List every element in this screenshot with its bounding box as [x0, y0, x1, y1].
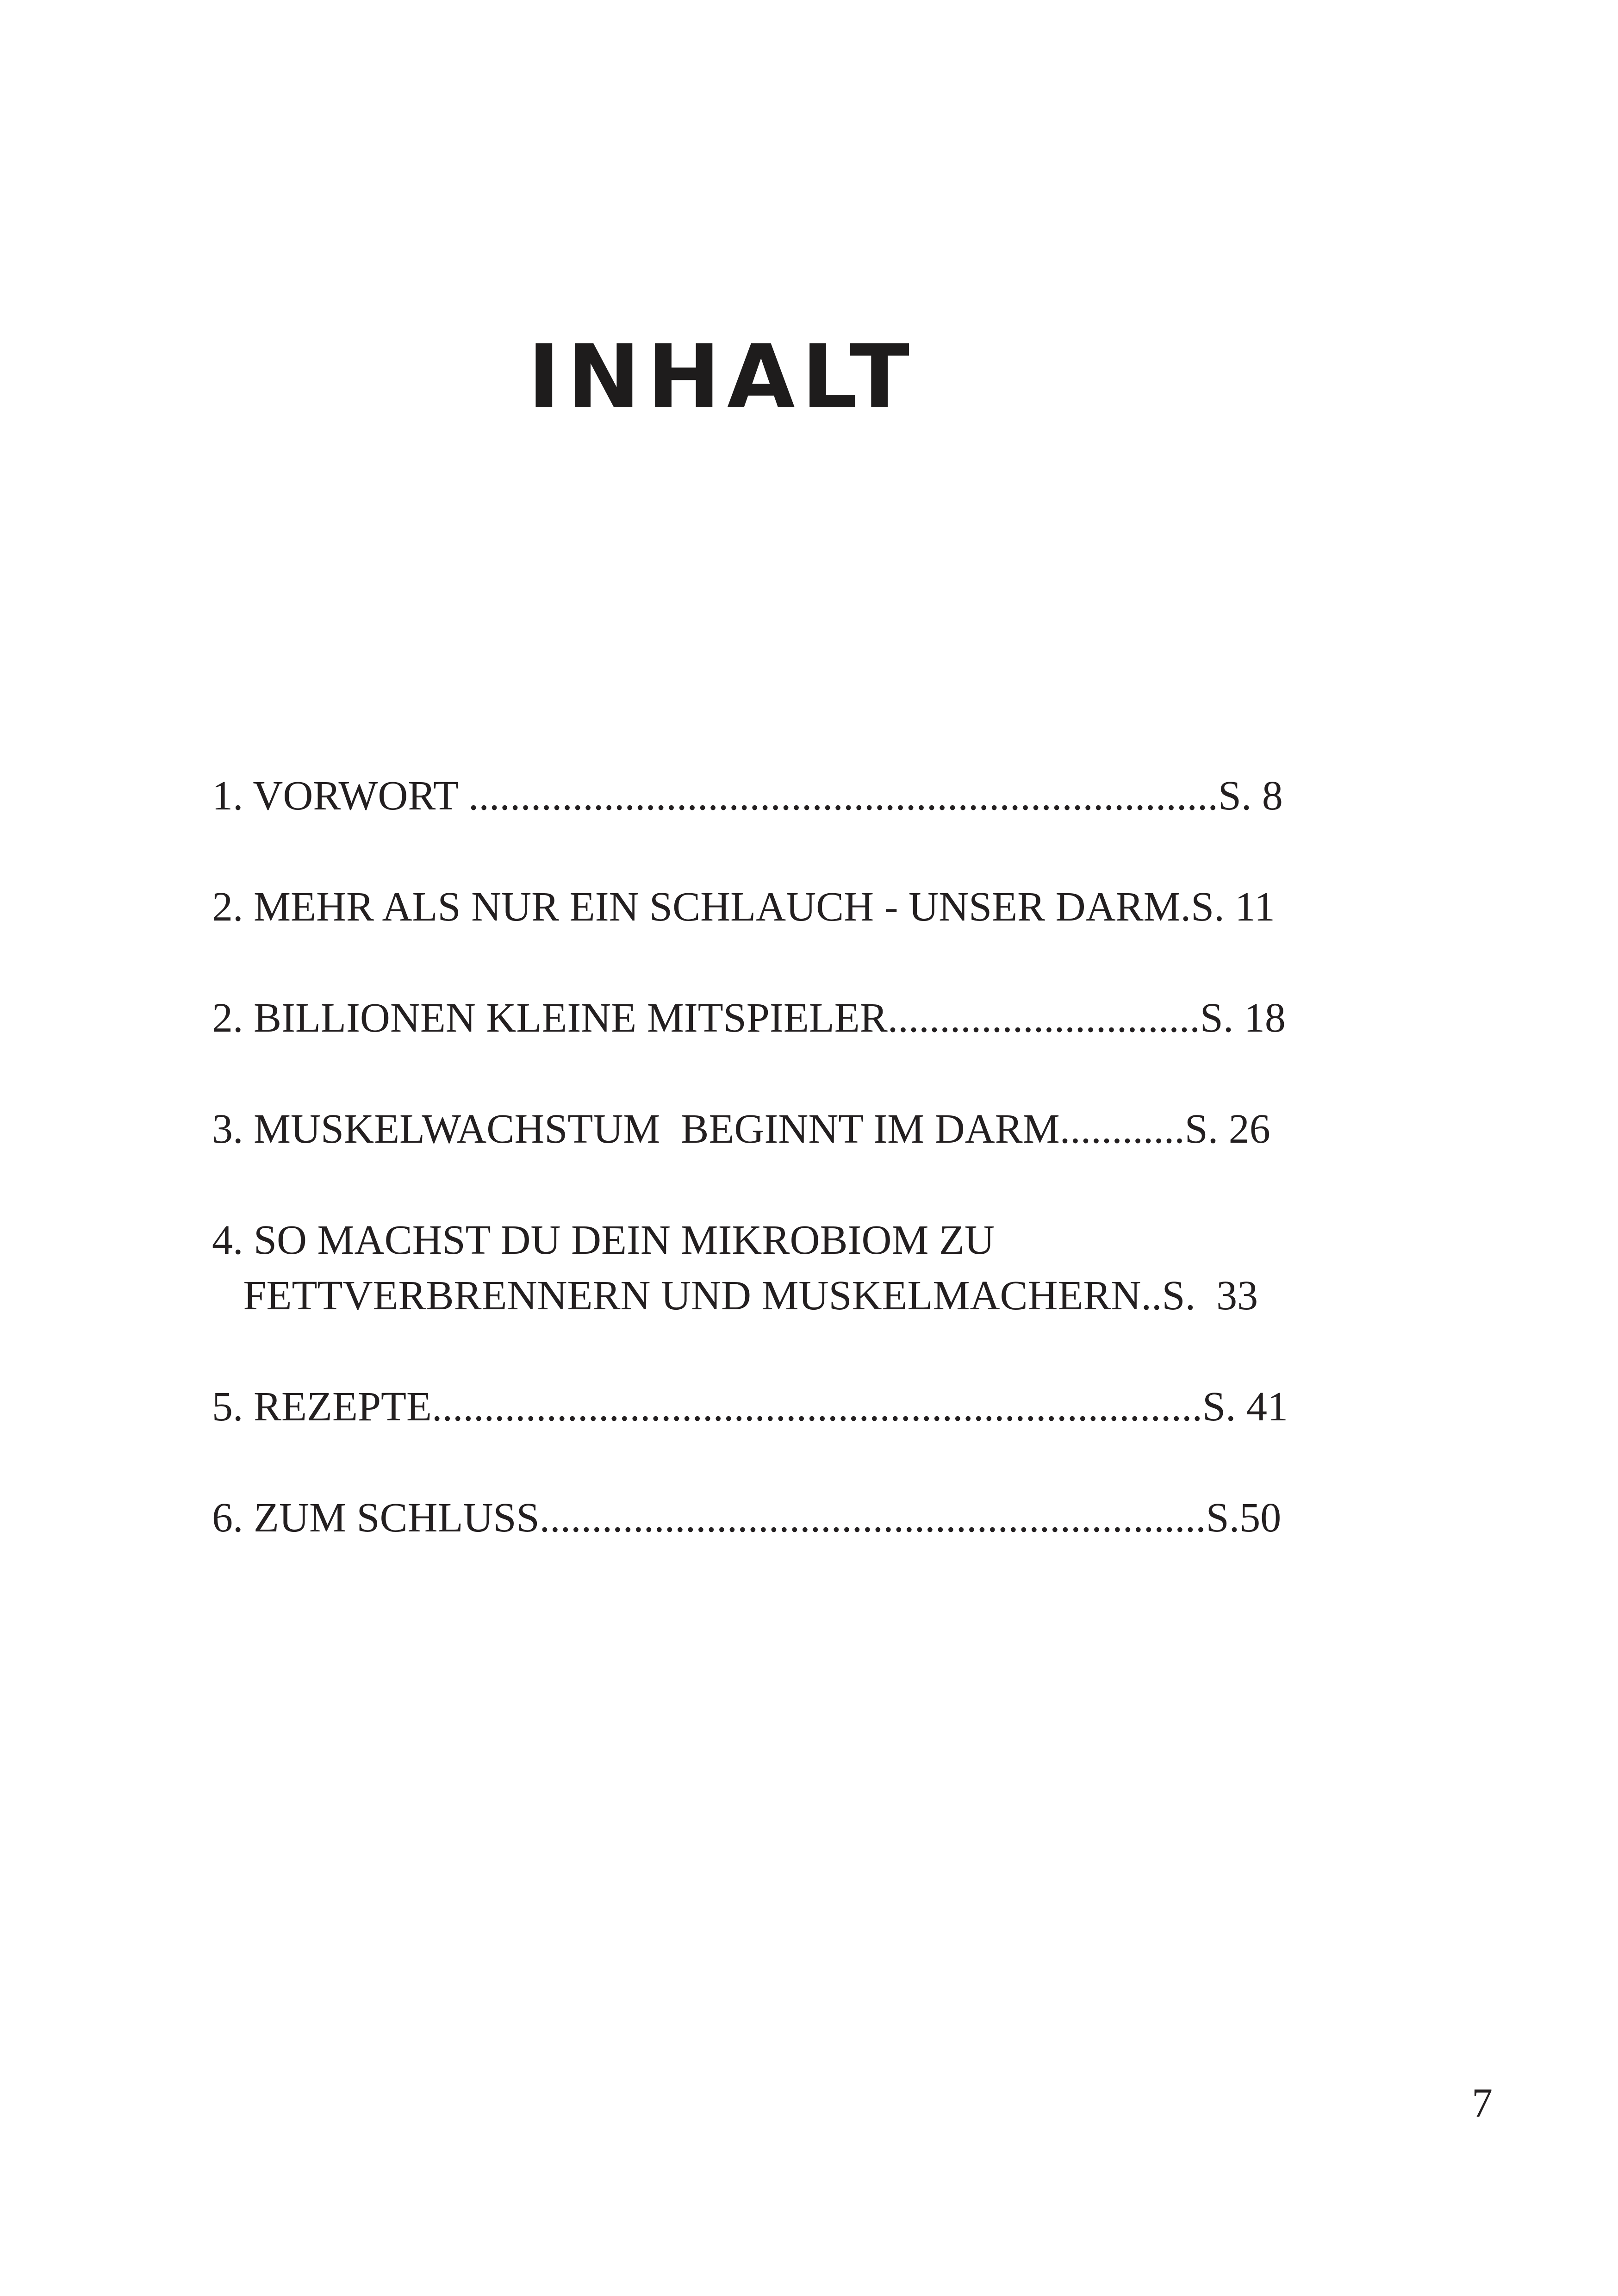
toc-entry-schluss: 6. ZUM SCHLUSS................................................................S.50	[212, 1495, 1282, 1541]
page-title: INHALT	[528, 326, 916, 428]
toc-entry-mitspieler: 2. BILLIONEN KLEINE MITSPIELER..............................S. 18	[212, 995, 1286, 1041]
toc-entry-rezepte: 5. REZEPTE..........................................................................S. 41	[212, 1384, 1288, 1430]
toc-entry-muskelwachstum: 3. MUSKELWACHSTUM BEGINNT IM DARM............S. 26	[212, 1106, 1270, 1152]
toc-entry-vorwort: 1. VORWORT ........................................................................S. 8	[212, 773, 1283, 819]
toc-entry-mikrobiom-line2: FETTVERBRENNERN UND MUSKELMACHERN..S. 33	[212, 1273, 1258, 1319]
toc-entry-darm: 2. MEHR ALS NUR EIN SCHLAUCH - UNSER DARM.S. 11	[212, 884, 1275, 930]
page-number: 7	[1472, 2080, 1493, 2126]
toc-entry-mikrobiom-line1: 4. SO MACHST DU DEIN MIKROBIOM ZU	[212, 1217, 995, 1263]
